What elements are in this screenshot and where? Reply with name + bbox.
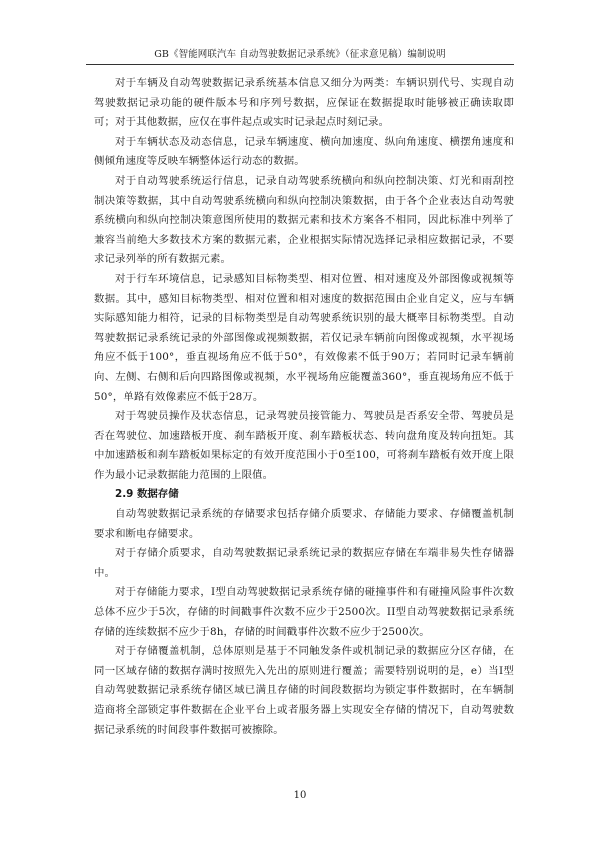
paragraph-storage-overwrite: 对于存储覆盖机制，总体原则是基于不同触发条件或机制记录的数据应分区存储，在同一区域存储的数据存满时按照先入先出的原则进行覆盖；需要特别说明的是，e）当I型自动驾驶数据记录系统存储区域已满且存储的时间段数据均为锁定事件数据时，在车辆制造商将全部锁定事件数据在企业平台上或者服务器上实现安全存储的情况下，自动驾驶数据记录系统的时间段事件数据可被擦除。 [94,645,514,736]
paragraph-storage-capacity: 对于存储能力要求，I型自动驾驶数据记录系统存储的碰撞事件和有碰撞风险事件次数总体不应少于5次，存储的时间戳事件次数不应少于2500次。II型自动驾驶数据记录系统存储的连续数据不应少于8h，存储的时间戳事件次数不应少于2500次。 [94,586,514,638]
paragraph-basic-info: 对于车辆及自动驾驶数据记录系统基本信息又细分为两类：车辆识别代号、实现自动驾驶数据记录功能的硬件版本号和序列号数据，应保证在数据提取时能够被正确读取即可；对于其他数据，应仅在事件起点或实时记录起点时刻记录。 [94,77,514,129]
page-number: 10 [293,790,307,801]
paragraph-driving-environment: 对于行车环境信息，记录感知目标物类型、相对位置、相对速度及外部图像或视频等数据。其中，感知目标物类型、相对位置和相对速度的数据范围由企业自定义，应与车辆实际感知能力相符，记录的目标物类型是自动驾驶系统识别的最大概率目标物类型。自动驾驶数据记录系统记录的外部图像或视频数据，若仅记录车辆前向图像或视频，水平视场角应不低于100°，垂直视场角应不低于50°，有效像素不低于90万；若同时记录车辆前向、左侧、右侧和后向四路图像或视频，水平视场角应能覆盖360°，垂直视场角应不低于50°，单路有效像素应不低于28万。 [94,272,514,403]
paragraph-driver-operation: 对于驾驶员操作及状态信息，记录驾驶员接管能力、驾驶员是否系安全带、驾驶员是否在驾驶位、加速踏板开度、刹车踏板开度、刹车踏板状态、转向盘角度及转向扭矩。其中加速踏板和刹车踏板如果标定的有效开度范围小于0至100，可将刹车踏板有效开度上限作为最小记录数据能力范围的上限值。 [94,410,514,481]
header-divider [86,64,514,65]
document-body [94,74,514,740]
paragraph-storage-requirements: 自动驾驶数据记录系统的存储要求包括存储介质要求、存储能力要求、存储覆盖机制要求和断电存储要求。 [94,508,514,540]
paragraph-storage-medium: 对于存储介质要求，自动驾驶数据记录系统记录的数据应存储在车端非易失性存储器中。 [94,547,514,579]
section-heading-data-storage: 2.9 数据存储 [115,488,179,501]
paragraph-system-operation: 对于自动驾驶系统运行信息，记录自动驾驶系统横向和纵向控制决策、灯光和雨刮控制决策等数据，其中自动驾驶系统横向和纵向控制决策数据，由于各个企业表达自动驾驶系统横向和纵向控制决策意图所使用的数据元素和技术方案各不相同，因此标准中列举了兼容当前绝大多数技术方案的数据元素，企业根据实际情况选择记录相应数据记录，不要求记录列举的所有数据元素。 [94,174,514,266]
paragraph-vehicle-state: 对于车辆状态及动态信息，记录车辆速度、横向加速度、纵向角速度、横摆角速度和侧倾角速度等反映车辆整体运行动态的数据。 [94,135,514,168]
running-header: GB《智能网联汽车 自动驾驶数据记录系统》（征求意见稿）编制说明 [154,49,446,60]
